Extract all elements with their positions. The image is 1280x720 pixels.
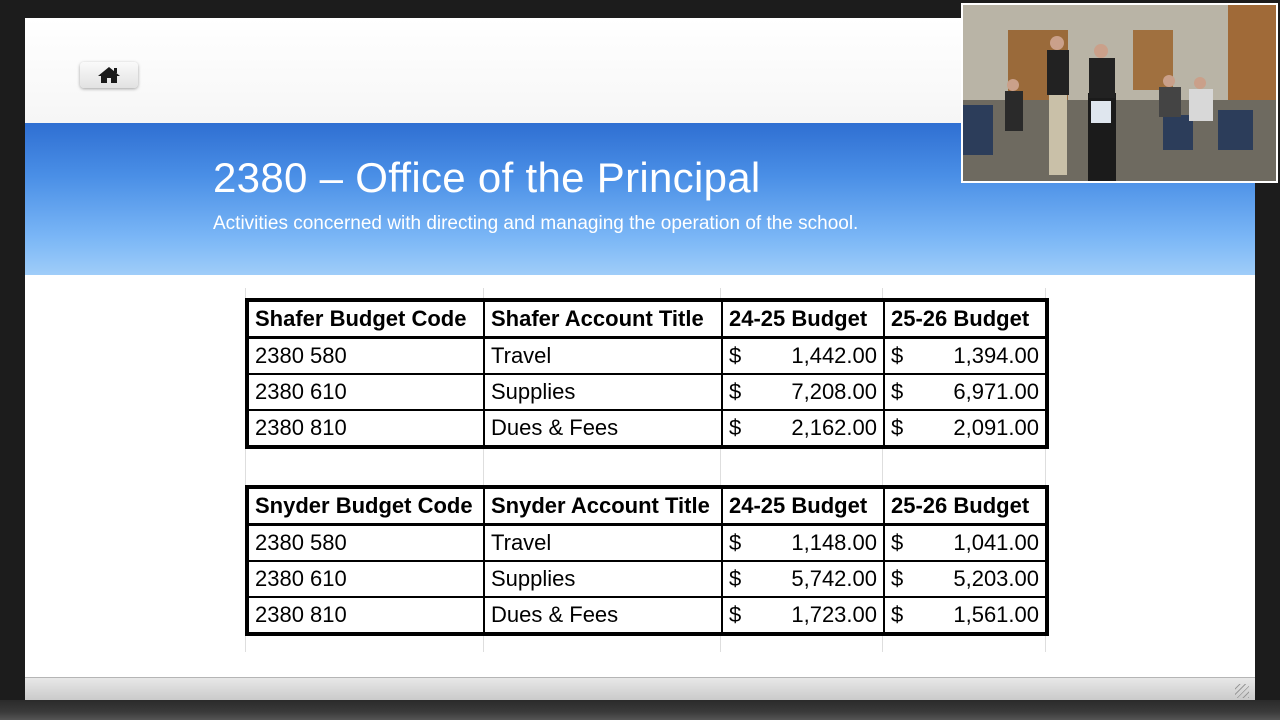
amount: 2,091.00 bbox=[953, 415, 1039, 440]
amount: 1,394.00 bbox=[953, 343, 1039, 368]
resize-grip-icon[interactable] bbox=[1235, 684, 1249, 698]
account-title-cell: Supplies bbox=[484, 374, 722, 410]
currency-symbol: $ bbox=[891, 530, 904, 555]
budget-2425-cell bbox=[722, 525, 884, 562]
currency-symbol: $ bbox=[729, 602, 742, 627]
currency-symbol: $ bbox=[729, 415, 742, 440]
table-header-row bbox=[247, 487, 1047, 525]
column-header: Shafer Account Title bbox=[484, 300, 722, 338]
budget-code-cell: 2380 810 bbox=[247, 410, 484, 447]
budget-code-cell: 2380 580 bbox=[247, 525, 484, 562]
budget-2526-cell bbox=[884, 597, 1047, 634]
amount: 6,971.00 bbox=[953, 379, 1039, 404]
account-title-cell: Dues & Fees bbox=[484, 597, 722, 634]
budget-code-cell: 2380 610 bbox=[247, 561, 484, 597]
currency-symbol: $ bbox=[891, 602, 904, 627]
currency-symbol: $ bbox=[891, 379, 904, 404]
table-header-row bbox=[247, 300, 1047, 338]
amount: 1,561.00 bbox=[953, 602, 1039, 627]
amount: 5,742.00 bbox=[791, 566, 877, 591]
currency-symbol: $ bbox=[891, 343, 904, 368]
slide-footer-bar bbox=[25, 677, 1255, 700]
column-header: Shafer Budget Code bbox=[247, 300, 484, 338]
amount: 1,442.00 bbox=[791, 343, 877, 368]
video-camera-feed[interactable] bbox=[961, 3, 1278, 183]
snyder-budget-table bbox=[245, 485, 1049, 636]
budget-2526-cell bbox=[884, 338, 1047, 375]
account-title-cell: Supplies bbox=[484, 561, 722, 597]
slide-title: 2380 – Office of the Principal bbox=[213, 154, 761, 201]
table-row bbox=[247, 561, 1047, 597]
budget-2526-cell bbox=[884, 561, 1047, 597]
amount: 7,208.00 bbox=[791, 379, 877, 404]
currency-symbol: $ bbox=[729, 379, 742, 404]
amount: 1,723.00 bbox=[791, 602, 877, 627]
column-header: 25-26 Budget bbox=[884, 300, 1047, 338]
table-row bbox=[247, 374, 1047, 410]
amount: 1,148.00 bbox=[791, 530, 877, 555]
table-row bbox=[247, 525, 1047, 562]
home-icon bbox=[96, 65, 122, 85]
budget-2526-cell bbox=[884, 410, 1047, 447]
account-title-cell: Travel bbox=[484, 525, 722, 562]
budget-2425-cell bbox=[722, 410, 884, 447]
meeting-room-video bbox=[963, 5, 1276, 181]
slide-subtitle: Activities concerned with directing and managing the operation of the school. bbox=[213, 213, 859, 234]
amount: 1,041.00 bbox=[953, 530, 1039, 555]
budget-code-cell: 2380 580 bbox=[247, 338, 484, 375]
budget-code-cell: 2380 610 bbox=[247, 374, 484, 410]
budget-code-cell: 2380 810 bbox=[247, 597, 484, 634]
table-row bbox=[247, 597, 1047, 634]
budget-2425-cell bbox=[722, 338, 884, 375]
window-bottom-edge bbox=[0, 700, 1280, 720]
currency-symbol: $ bbox=[729, 530, 742, 555]
currency-symbol: $ bbox=[729, 566, 742, 591]
column-header: Snyder Budget Code bbox=[247, 487, 484, 525]
shafer-budget-table bbox=[245, 298, 1049, 449]
account-title-cell: Travel bbox=[484, 338, 722, 375]
column-header: Snyder Account Title bbox=[484, 487, 722, 525]
budget-2425-cell bbox=[722, 374, 884, 410]
currency-symbol: $ bbox=[891, 415, 904, 440]
budget-2526-cell bbox=[884, 525, 1047, 562]
home-button[interactable] bbox=[80, 62, 138, 88]
currency-symbol: $ bbox=[891, 566, 904, 591]
column-header: 25-26 Budget bbox=[884, 487, 1047, 525]
column-header: 24-25 Budget bbox=[722, 300, 884, 338]
table-row bbox=[247, 410, 1047, 447]
budget-2526-cell bbox=[884, 374, 1047, 410]
column-header: 24-25 Budget bbox=[722, 487, 884, 525]
budget-2425-cell bbox=[722, 597, 884, 634]
table-row bbox=[247, 338, 1047, 375]
currency-symbol: $ bbox=[729, 343, 742, 368]
amount: 2,162.00 bbox=[791, 415, 877, 440]
budget-2425-cell bbox=[722, 561, 884, 597]
amount: 5,203.00 bbox=[953, 566, 1039, 591]
account-title-cell: Dues & Fees bbox=[484, 410, 722, 447]
